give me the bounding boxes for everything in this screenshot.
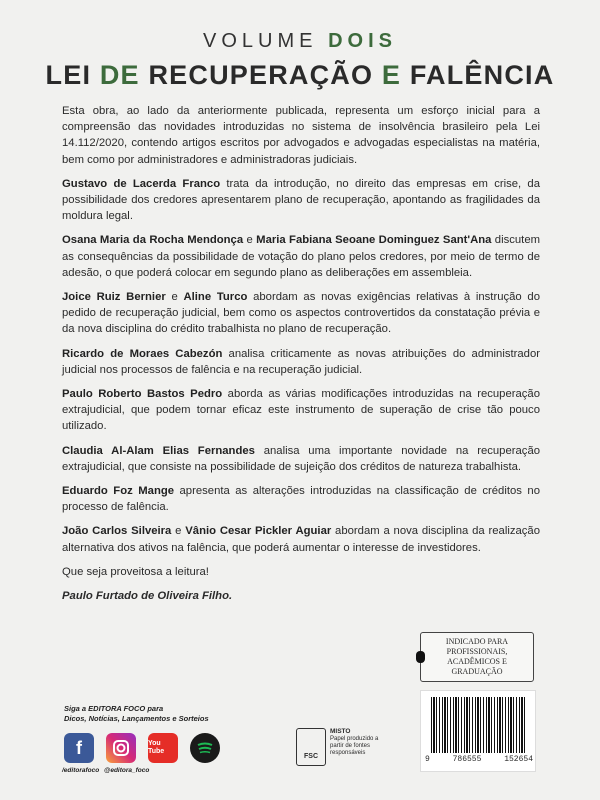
signature: Paulo Furtado de Oliveira Filho.	[62, 590, 233, 603]
paragraph-text: analisa uma importante novidade na recuperação extrajudicial, que consiste na possibilidade de sujeição dos créditos de natureza trabalhista.	[62, 444, 541, 473]
audience-line: INDICADO PARA	[445, 637, 509, 646]
audience-line: PROFISSIONAIS,	[446, 647, 508, 656]
paragraph-text: discutem as consequências da possibilidade de votação do plano pelos credores, por meio de termo de adesão, o que poderá colocar em segundo plano as deliberações em assembleia.	[62, 234, 541, 279]
paragraph-osana-maria	[62, 232, 540, 281]
instagram-handle: @editora_foco	[104, 767, 150, 774]
paragraph-paulo-roberto	[62, 386, 540, 435]
paragraph-text: abordam as novas exigências relativas à instrução do pedido de recuperação judicial, bem como os aspectos controvertidos da constatação prévia e da nova disciplina do crédito trabalhista no plano de recuperação.	[62, 291, 540, 336]
fsc-logo	[296, 728, 326, 766]
paragraph-joao-vanio	[62, 523, 540, 555]
author-name: Osana Maria da Rocha Mendonça	[62, 234, 244, 247]
fsc-description: Papel produzido a partir de fontes responsáveis	[330, 736, 379, 756]
author-name: Ricardo de Moraes Cabezón	[62, 347, 223, 360]
paragraph-text: apresenta as alterações introduzidas na classificação de créditos no processo de falência.	[62, 485, 540, 514]
author-name: Paulo Roberto Bastos Pedro	[62, 388, 223, 401]
author-name: Aline Turco	[183, 291, 248, 304]
paragraph-claudia	[62, 443, 540, 475]
book-title	[0, 60, 600, 91]
title-word-e: E	[381, 60, 402, 90]
tab-marker	[416, 651, 425, 663]
synopsis	[62, 103, 540, 612]
paragraph-ricardo	[62, 346, 540, 378]
paragraph-gustavo	[62, 176, 540, 225]
fsc-title: MISTO	[330, 728, 351, 735]
paragraph-text: analisa criticamente as novas atribuições do administrador judicial nos processos de falência e na recuperação judicial.	[62, 347, 540, 376]
author-name: Claudia Al-Alam Elias Fernandes	[62, 444, 255, 457]
paragraph-text: aborda as várias modificações introduzidas na recuperação extrajudicial, que podem tornar eficaz este instrumento de superação de crise tão pouco utilizado.	[62, 388, 540, 433]
author-name: Eduardo Foz Mange	[62, 485, 175, 498]
social-line: Siga a EDITORA FOCO para	[64, 704, 164, 713]
audience-box	[420, 632, 534, 682]
author-name: Maria Fabiana Seoane Dominguez Sant'Ana	[256, 234, 492, 247]
title-word-recuperacao: RECUPERAÇÃO	[148, 60, 374, 90]
barcode-digit-group: 786555	[452, 755, 482, 764]
spotify-icon[interactable]	[190, 733, 220, 763]
spotify-waves	[196, 741, 214, 755]
instagram-icon[interactable]	[106, 733, 136, 763]
barcode-digit-group: 9	[425, 755, 430, 764]
volume-number: DOIS	[328, 30, 397, 52]
social-icons	[64, 733, 220, 763]
author-name: João Carlos Silveira	[62, 525, 172, 538]
barcode-digit-group: 152654	[504, 755, 533, 764]
volume-label	[0, 30, 600, 53]
social-callout	[64, 704, 209, 724]
facebook-icon[interactable]: f	[64, 733, 94, 763]
youtube-icon[interactable]	[148, 733, 178, 763]
conjunction: e	[171, 525, 186, 538]
fsc-label	[330, 728, 390, 757]
facebook-handle: /editorafoco	[62, 767, 100, 774]
conjunction: e	[165, 291, 184, 304]
conjunction: e	[243, 234, 257, 247]
barcode-bars	[431, 697, 525, 753]
audience-line: GRADUAÇÃO	[451, 667, 503, 676]
barcode-number	[425, 755, 533, 764]
title-word-de: DE	[99, 60, 140, 90]
fsc-logo-text: FSC	[304, 753, 318, 760]
title-word-lei: LEI	[45, 60, 92, 90]
paragraph-text: trata da introdução, no direito das empresas em crise, da possibilidade dos credores apresentarem plano de recuperação, apontando as fragilidades da moldura legal.	[62, 177, 540, 223]
volume-prefix: VOLUME	[203, 30, 318, 52]
closing-line: Que seja proveitosa a leitura!	[62, 565, 209, 578]
author-name: Vânio Cesar Pickler Aguiar	[185, 525, 332, 538]
author-name: Gustavo de Lacerda Franco	[62, 177, 221, 190]
paragraph-joice-aline	[62, 289, 540, 338]
camera-glyph	[112, 739, 130, 757]
isbn-barcode	[420, 690, 536, 772]
paragraph-text: abordam a nova disciplina da realização alternativa dos ativos na falência, que poderá aumentar o interesse de investidores.	[62, 525, 540, 554]
intro-paragraph: Esta obra, ao lado da anteriormente publicada, representa um esforço inicial para a compreensão das novidades introduzidas no sistema de insolvência brasileiro pela Lei 14.112/2020, contendo artigos escritos por advogados e advogadas especialistas na matéria, bem como por administradores e administradoras judiciais.	[62, 105, 540, 166]
title-word-falencia: FALÊNCIA	[409, 60, 555, 90]
author-name: Joice Ruiz Bernier	[62, 291, 166, 304]
paragraph-eduardo	[62, 483, 540, 515]
audience-line: ACADÊMICOS E	[447, 657, 507, 666]
social-line: Dicos, Notícias, Lançamentos e Sorteios	[64, 714, 209, 723]
youtube-label: You Tube	[148, 740, 165, 755]
